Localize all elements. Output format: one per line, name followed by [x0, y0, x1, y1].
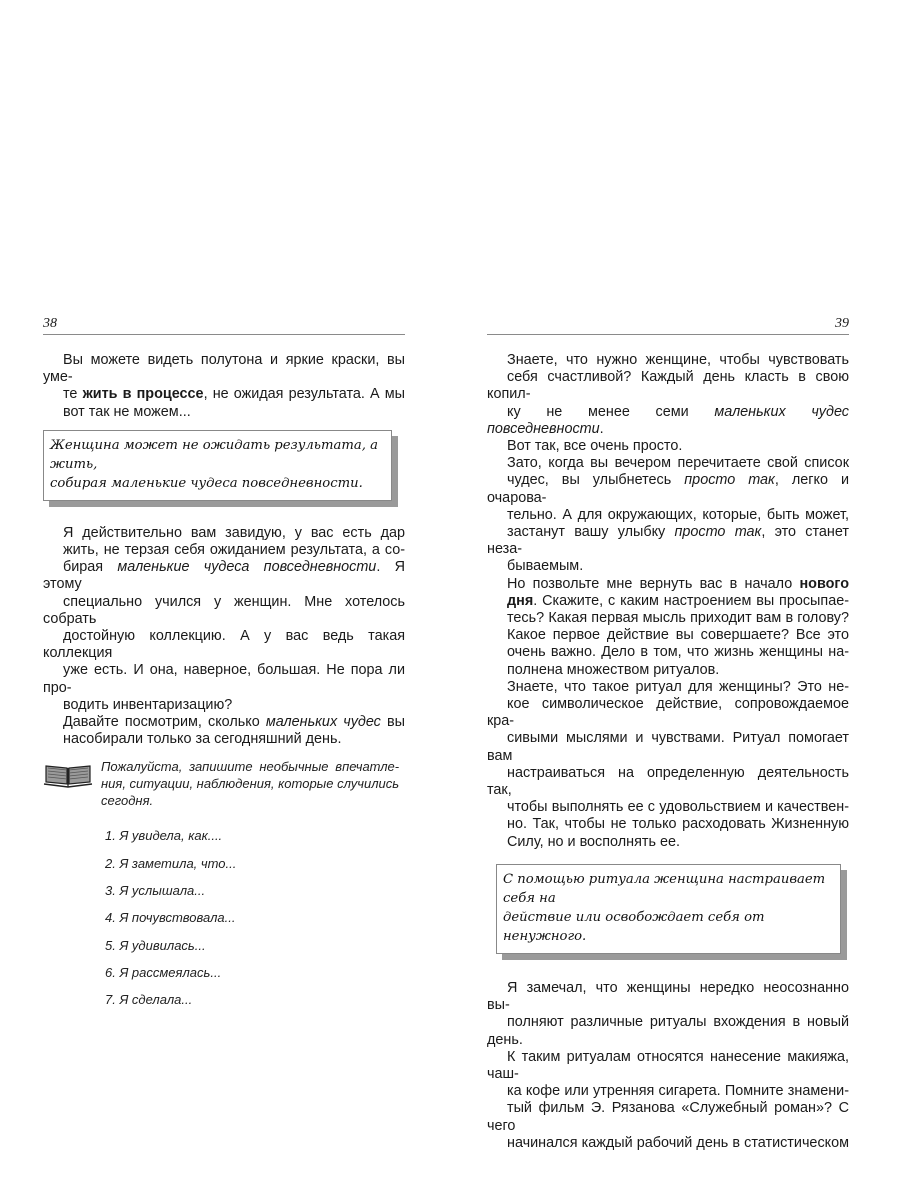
page-number: 39 [835, 316, 849, 331]
highlight-quote: Женщина может не ожидать результата, а жить, собирая маленькие чудеса повседневности. [43, 430, 392, 501]
note-text: Пожалуйста, запишите необычные впечатле- ния, ситуации, наблюдения, которые случились сегодня. [101, 759, 400, 809]
page-header [487, 316, 849, 335]
paragraph: Я действительно вам завидую, у вас есть дар жить, не терзая себя ожиданием результата, а со- бирая маленькие чудеса повседневности. Я этому специально учился у женщин. Мне хотелось собрать достойную коллекцию. А у вас ведь такая коллекция уже есть. И она, наверное, большая. Не пора ли про- водить инвентаризацию? [43, 524, 405, 713]
list-item: 3. Я услышала... [105, 883, 206, 899]
paragraph: Но позвольте мне вернуть вас в начало нового дня. Скажите, с каким настроением вы просыпае- тесь? Какая первая мысль приходит вам в голову? Какое первое действие вы совершаете? Все это очень важно. Дело в том, что жизнь женщины на- полнена множеством ритуалов. [507, 575, 849, 678]
list-item: 2. Я заметила, что... [105, 855, 237, 871]
exercise-list [105, 827, 405, 1018]
list-item: 5. Я удивилась... [105, 937, 206, 953]
paragraph: Я замечал, что женщины нередко неосознанно вы- полняют различные ритуалы вхождения в новый день. К таким ритуалам относятся нанесение макияжа, чаш- ка кофе или утренняя сигарета. Помните знамени- тый фильм Э. Рязанова «Служебный роман»? С чего начинался каждый рабочий день в статистическом [487, 979, 849, 1151]
paragraph: Знаете, что такое ритуал для женщины? Это не- кое символическое действие, сопровождаемое кра- сивыми мыслями и чувствами. Ритуал помогает вам настраиваться на определенную деятельность так, чтобы выполнять ее с удовольствием и качествен- но. Так, чтобы не только расходовать Жизненную Силу, но и восполнять ее. [487, 678, 849, 850]
list-item: 4. Я почувствовала... [105, 910, 236, 926]
exercise-note [43, 758, 405, 809]
left-page [43, 316, 405, 1019]
page-number: 38 [43, 316, 57, 331]
paragraph: Знаете, что нужно женщине, чтобы чувствовать себя счастливой? Каждый день класть в свою копил- ку не менее семи маленьких чудес повседневности. Вот так, все очень просто. [487, 352, 849, 455]
list-item: 6. Я рассмеялась... [105, 964, 222, 980]
page-header [43, 316, 405, 335]
list-item: 1. Я увидела, как.... [105, 828, 223, 844]
paragraph: Вы можете видеть полутона и яркие краски, вы уме- те жить в процессе, не ожидая результата. А мы вот так не можем... [43, 352, 406, 420]
paragraph: Зато, когда вы вечером перечитаете свой список чудес, вы улыбнетесь просто так, легко и очарова- тельно. А для окружающих, которые, быть может, застанут вашу улыбку просто так, это станет неза- бываемым. [487, 455, 849, 575]
highlight-quote: С помощью ритуала женщина настраивает себя на действие или освобождает себя от ненужного. [496, 864, 841, 954]
paragraph: Давайте посмотрим, сколько маленьких чудес вы насобирали только за сегодняшний день. [63, 714, 405, 748]
open-book-icon [43, 762, 93, 788]
list-item: 7. Я сделала... [105, 992, 193, 1008]
right-page [487, 316, 849, 1152]
